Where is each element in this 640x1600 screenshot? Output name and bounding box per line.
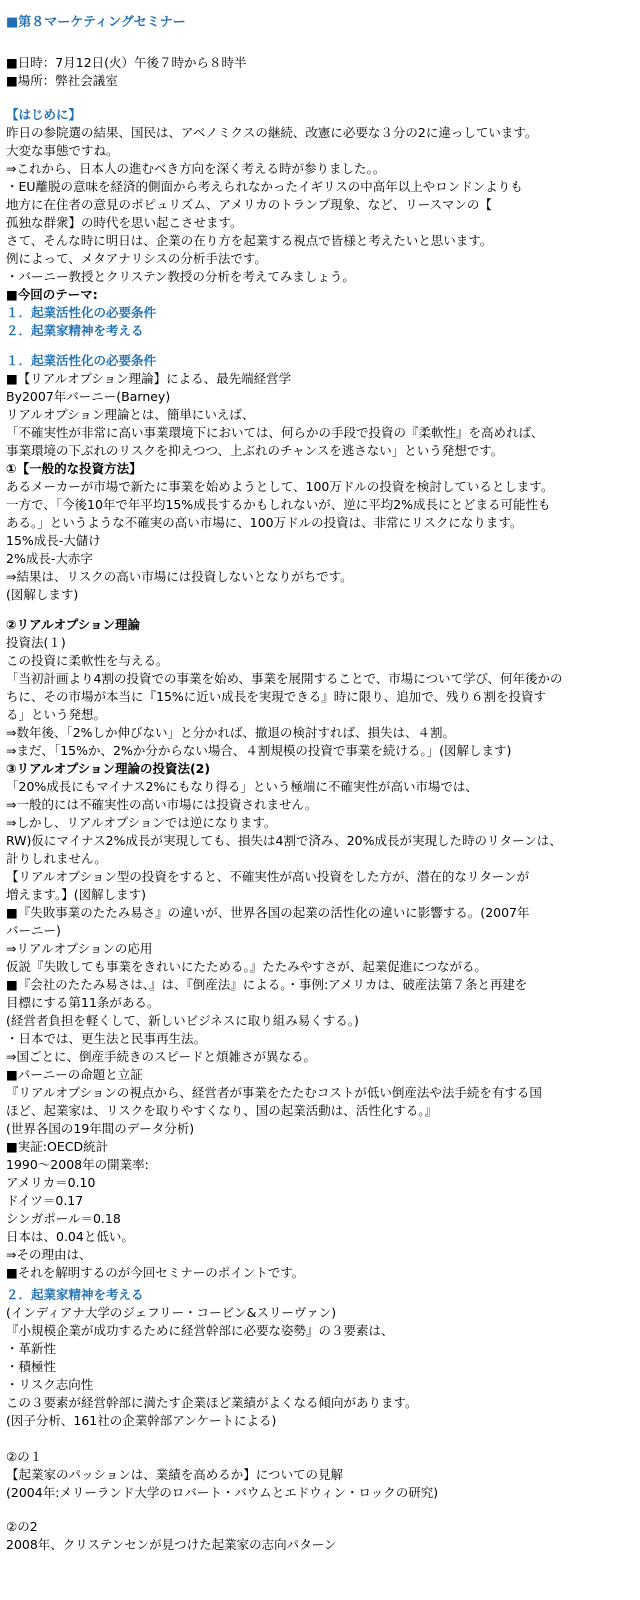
text-line: ■日時：7月12日(火）午後７時から８時半 bbox=[6, 55, 247, 70]
text-line: ・リスク志向性 bbox=[6, 1377, 94, 1392]
text-line: ドイツ＝0.17 bbox=[6, 1193, 84, 1208]
text-line: １．起業活性化の必要条件 bbox=[6, 305, 157, 320]
text-line: By2007年バーニー(Barney) bbox=[6, 389, 171, 404]
text-line: 「不確実性が非常に高い事業環境下においては、何らかの手段で投資の『柔軟性』を高めれば、 bbox=[6, 425, 544, 440]
text-line: バーニー) bbox=[6, 923, 61, 938]
text-line: 一方で、「今後10年で年平均15%成長するかもしれないが、逆に平均2%成長にとどまる可能性も bbox=[6, 497, 551, 512]
text-line: (世界各国の19年間のデータ分析) bbox=[6, 1121, 195, 1136]
text-line: 事業環境の下ぶれのリスクを抑えつつ、上ぶれのチャンスを逃さない」という発想です。 bbox=[6, 443, 504, 458]
text-line: ちに、その市場が本当に『15%に近い成長を実現できる』時に限り、追加で、残り６割を投資す bbox=[6, 689, 547, 704]
text-line: シンガポール＝0.18 bbox=[6, 1211, 121, 1226]
text-line: 目標にする第11条がある。 bbox=[6, 995, 160, 1010]
text-line: アメリカ＝0.10 bbox=[6, 1175, 96, 1190]
text-line: ②リアルオプション理論 bbox=[6, 617, 140, 632]
text-line: ■実証:OECD統計 bbox=[6, 1139, 109, 1154]
text-line: る」という発想。 bbox=[6, 707, 107, 722]
text-line: ■それを解明するのが今回セミナーのポイントです。 bbox=[6, 1265, 305, 1280]
text-line: ⇒まだ、「15%か、2%か分からない場合、４割規模の投資で事業を続ける。」(図解します) bbox=[6, 743, 512, 758]
text-line: この投資に柔軟性を与える。 bbox=[6, 653, 169, 668]
text-line: ■『失敗事業のたたみ易さ』の違いが、世界各国の起業の活性化の違いに影響する。(2007年 bbox=[6, 905, 530, 920]
text-line: 【はじめに】 bbox=[6, 107, 82, 122]
text-line: 【起業家のパッションは、業績を高めるか】についての見解 bbox=[6, 1467, 344, 1482]
text-line: ２．起業家精神を考える bbox=[6, 1287, 144, 1302]
text-line: 『リアルオプションの視点から、経営者が事業をたたむコストが低い倒産法や法手続を有する国 bbox=[6, 1085, 542, 1100]
text-line: ⇒リアルオプションの応用 bbox=[6, 941, 153, 956]
text-line: (因子分析、161社の企業幹部アンケートによる) bbox=[6, 1413, 277, 1428]
text-line: さて、そんな時に明日は、企業の在り方を起業する視点で皆様と考えたいと思います。 bbox=[6, 233, 493, 248]
text-line: ③リアルオプション理論の投資法(2) bbox=[6, 761, 211, 776]
text-line: 15%成長-大儲け bbox=[6, 533, 101, 548]
text-line: 「当初計画より4割の投資での事業を始め、事業を展開することで、市場について学び、何年後かの bbox=[6, 671, 563, 686]
text-line: ■今回のテーマ: bbox=[6, 287, 98, 302]
text-line: 仮説『失敗しても事業をきれいにたためる。』たたみやすさが、起業促進につながる。 bbox=[6, 959, 488, 974]
text-line: (図解します) bbox=[6, 587, 79, 602]
text-line: 「20%成長にもマイナス2%にもなり得る」という極端に不確実性が高い市場では、 bbox=[6, 779, 478, 794]
text-line: 【リアルオプション型の投資をすると、不確実性が高い投資をした方が、潜在的なリターンが bbox=[6, 869, 530, 884]
text-line: 孤独な群衆】の時代を思い起こさせます。 bbox=[6, 215, 243, 230]
text-line: ⇒しかし、リアルオプションでは逆になります。 bbox=[6, 815, 277, 830]
text-line: (インディアナ大学のジェフリー・コービン&スリーヴァン) bbox=[6, 1305, 337, 1320]
text-line: ある。」というような不確実の高い市場に、100万ドルの投資は、非常にリスクになります。 bbox=[6, 515, 523, 530]
text-line: ②の１ bbox=[6, 1449, 43, 1464]
text-line: ■『会社のたたみ易さは、』は、『倒産法』による。・事例:アメリカは、破産法第７条と再建を bbox=[6, 977, 528, 992]
text-line: １．起業活性化の必要条件 bbox=[6, 353, 157, 368]
text-line: ほど、起業家は、リスクを取りやすくなり、国の起業活動は、活性化する。』 bbox=[6, 1103, 438, 1118]
text-line: あるメーカーが市場で新たに事業を始めようとして、100万ドルの投資を検討しているとします。 bbox=[6, 479, 554, 494]
text-line: ⇒その理由は、 bbox=[6, 1247, 92, 1262]
text-line: 地方に在住者の意見のポピュリズム、アメリカのトランプ現象、など、リースマンの【 bbox=[6, 197, 492, 212]
text-line: リアルオプション理論とは、簡単にいえば、 bbox=[6, 407, 255, 422]
text-line: ⇒結果は、リスクの高い市場には投資しないとなりがちです。 bbox=[6, 569, 353, 584]
text-line: ①【一般的な投資方法】 bbox=[6, 461, 142, 476]
text-line: 日本は、0.04と低い。 bbox=[6, 1229, 134, 1244]
text-line: ２．起業家精神を考える bbox=[6, 323, 144, 338]
text-line: ■場所：弊社会議室 bbox=[6, 73, 118, 88]
text-line: RW)仮にマイナス2%成長が実現しても、損失は4割で済み、20%成長が実現した時のリターンは、 bbox=[6, 833, 562, 848]
text-line: この３要素が経営幹部に満たす企業ほど業績がよくなる傾向があります。 bbox=[6, 1395, 418, 1410]
text-line: 増えます。】(図解します) bbox=[6, 887, 147, 902]
text-line: 1990～2008年の開業率: bbox=[6, 1157, 149, 1172]
text-line: ⇒一般的には不確実性の高い市場には投資されません。 bbox=[6, 797, 318, 812]
text-line: ⇒数年後、「2%しか伸びない」と分かれば、撤退の検討すれば、損失は、４割。 bbox=[6, 725, 456, 740]
text-line: 例によって、メタアナリシスの分析手法です。 bbox=[6, 251, 267, 266]
text-line: 2008年、クリステンセンが見つけた起業家の志向パターン bbox=[6, 1537, 337, 1552]
text-line: ⇒これから、日本人の進むべき方向を深く考える時が参りました。。 bbox=[6, 161, 386, 176]
text-line: 計りしれません。 bbox=[6, 851, 107, 866]
text-line: ・日本では、更生法と民事再生法。 bbox=[6, 1031, 207, 1046]
text-line: ・革新性 bbox=[6, 1341, 57, 1356]
text-line: 『小規模企業が成功するために経営幹部に必要な姿勢』の３要素は、 bbox=[6, 1323, 394, 1338]
text-line: 大変な事態ですね。 bbox=[6, 143, 119, 158]
text-line: ・EU離脱の意味を経済的側面から考えられなかったイギリスの中高年以上やロンドンよりも bbox=[6, 179, 523, 194]
text-line: (2004年:メリーランド大学のロバート・バウムとエドウィン・ロックの研究) bbox=[6, 1485, 439, 1500]
text-line: ⇒国ごとに、倒産手続きのスピードと煩雑さが異なる。 bbox=[6, 1049, 316, 1064]
text-line: ②の2 bbox=[6, 1519, 38, 1534]
text-line: ・積極性 bbox=[6, 1359, 57, 1374]
text-line: (経営者負担を軽くして、新しいビジネスに取り組み易くする。) bbox=[6, 1013, 359, 1028]
text-line: 2%成長-大赤字 bbox=[6, 551, 93, 566]
text-line: ■バーニーの命題と立証 bbox=[6, 1067, 143, 1082]
text-line: ■【リアルオプション理論】による、最先端経営学 bbox=[6, 371, 292, 386]
text-line: ■第８マーケティングセミナー bbox=[6, 15, 186, 30]
text-line: ・バーニー教授とクリステン教授の分析を考えてみましょう。 bbox=[6, 269, 355, 284]
text-line: 昨日の参院選の結果、国民は、アベノミクスの継続、改憲に必要な３分の2に違っしています。 bbox=[6, 125, 538, 140]
text-line: 投資法(１) bbox=[6, 635, 66, 650]
